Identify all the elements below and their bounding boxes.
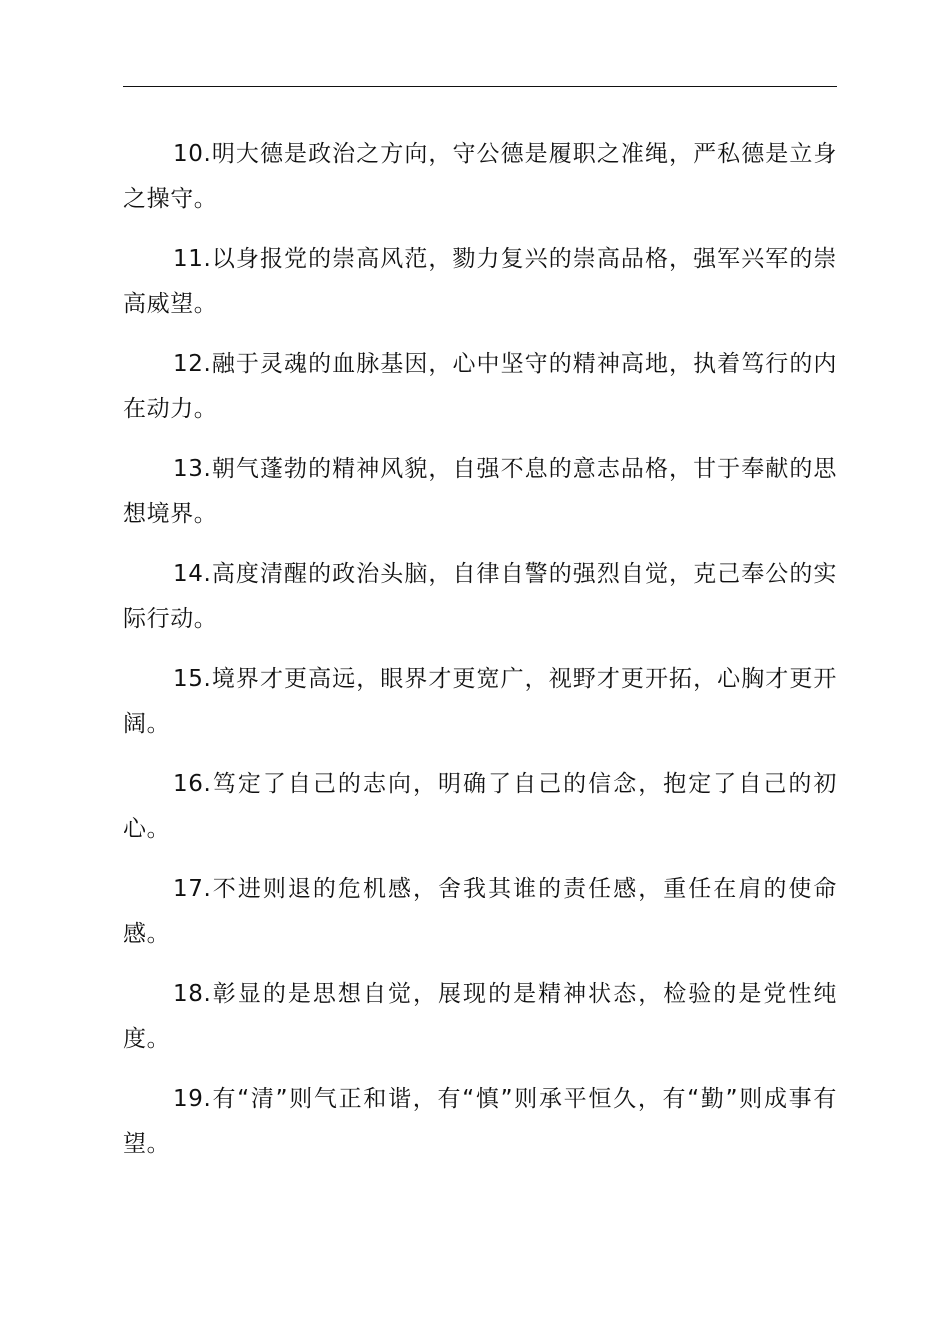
document-body [123, 132, 837, 1182]
paragraph-18: 18.彰显的是思想自觉，展现的是精神状态，检验的是党性纯度。 [123, 981, 837, 1052]
paragraph-14: 14.高度清醒的政治头脑，自律自警的强烈自觉，克己奉公的实际行动。 [123, 561, 837, 632]
paragraph-16: 16.笃定了自己的志向，明确了自己的信念，抱定了自己的初心。 [123, 771, 837, 842]
paragraph-15: 15.境界才更高远，眼界才更宽广，视野才更开拓，心胸才更开阔。 [123, 666, 837, 737]
paragraph-17: 17.不进则退的危机感，舍我其谁的责任感，重任在肩的使命感。 [123, 876, 837, 947]
header-rule [123, 86, 837, 87]
paragraph-13: 13.朝气蓬勃的精神风貌，自强不息的意志品格，甘于奉献的思想境界。 [123, 456, 837, 527]
paragraph-12: 12.融于灵魂的血脉基因，心中坚守的精神高地，执着笃行的内在动力。 [123, 351, 837, 422]
paragraph-11: 11.以身报党的崇高风范，勠力复兴的崇高品格，强军兴军的崇高威望。 [123, 246, 837, 317]
paragraph-19: 19.有“清”则气正和谐，有“慎”则承平恒久，有“勤”则成事有望。 [123, 1086, 837, 1157]
paragraph-10: 10.明大德是政治之方向，守公德是履职之准绳，严私德是立身之操守。 [123, 141, 837, 212]
